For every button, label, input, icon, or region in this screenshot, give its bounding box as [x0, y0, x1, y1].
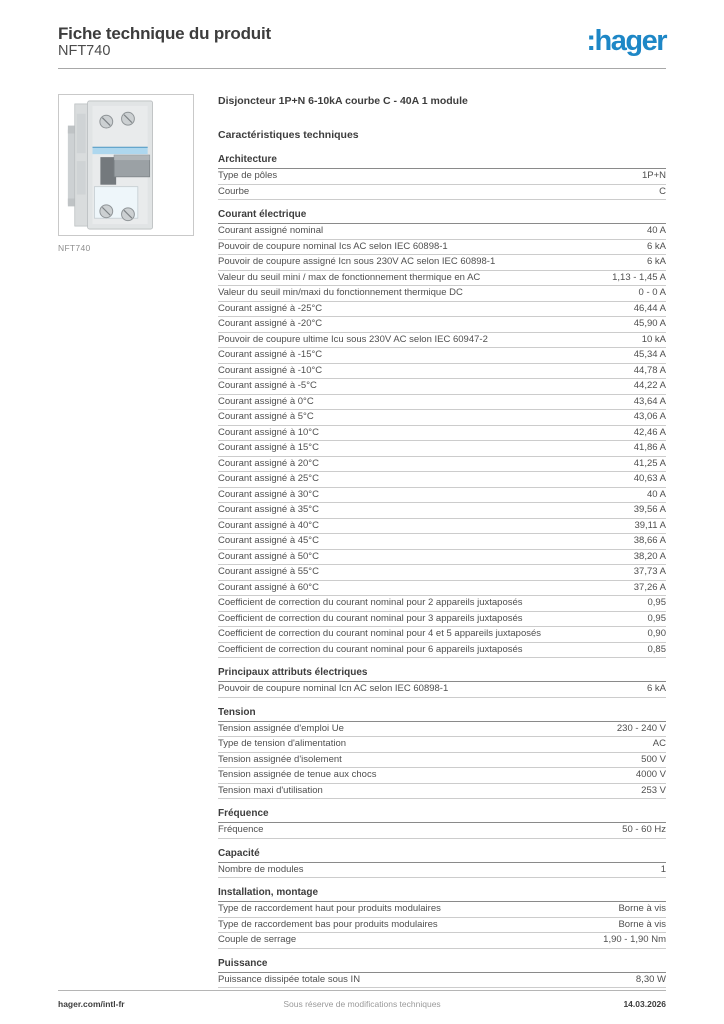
spec-section-title: Puissance: [218, 959, 666, 973]
spec-row: [218, 863, 666, 879]
spec-value: 50 - 60 Hz: [622, 824, 666, 835]
spec-value: 6 kA: [646, 256, 666, 267]
spec-section: [218, 849, 666, 879]
spec-label: Pouvoir de coupure nominal Icn AC selon IEC 60898-1: [218, 683, 449, 694]
spec-row: [218, 457, 666, 473]
header-divider: [58, 68, 666, 69]
spec-value: 40,63 A: [633, 473, 666, 484]
main-content: [58, 94, 666, 988]
spec-value: 37,26 A: [633, 581, 666, 593]
product-image-column: [58, 94, 194, 253]
spec-section-title: Fréquence: [218, 809, 666, 823]
spec-value: 41,25 A: [633, 457, 666, 469]
product-reference: NFT740: [58, 43, 111, 59]
product-image: [58, 94, 194, 236]
spec-value: 253 V: [641, 784, 666, 796]
spec-value: Borne à vis: [618, 918, 666, 930]
footer-disclaimer: Sous réserve de modifications techniques: [283, 999, 441, 1009]
spec-row: [218, 426, 666, 442]
spec-label: Courant assigné à 35°C: [218, 504, 319, 515]
spec-section: [218, 809, 666, 839]
spec-row: [218, 565, 666, 581]
spec-section-title: Installation, montage: [218, 888, 666, 902]
spec-value: 0,85: [647, 643, 666, 655]
spec-row: [218, 379, 666, 395]
spec-label: Courant assigné à 25°C: [218, 473, 319, 484]
spec-section-title: Tension: [218, 708, 666, 722]
spec-value: 38,20 A: [633, 550, 666, 562]
spec-value: 45,90 A: [633, 318, 666, 329]
spec-section: [218, 708, 666, 800]
spec-row: [218, 503, 666, 519]
spec-value: 1,90 - 1,90 Nm: [603, 934, 666, 945]
spec-row: [218, 519, 666, 535]
page-footer: [58, 999, 666, 1009]
spec-label: Coefficient de correction du courant nominal pour 4 et 5 appareils juxtaposés: [218, 628, 542, 639]
spec-row: [218, 302, 666, 318]
spec-sections: [218, 155, 666, 988]
spec-label: Type de tension d'alimentation: [218, 738, 347, 749]
spec-value: 40 A: [646, 488, 666, 500]
spec-label: Valeur du seuil min/maxi du fonctionnement thermique DC: [218, 287, 463, 298]
spec-label: Courant assigné à 55°C: [218, 566, 319, 577]
spec-label: Coefficient de correction du courant nominal pour 6 appareils juxtaposés: [218, 643, 523, 655]
spec-value: 41,86 A: [633, 442, 666, 453]
spec-row: [218, 581, 666, 597]
spec-label: Courant assigné à -20°C: [218, 318, 323, 329]
spec-row: [218, 271, 666, 287]
spec-value: 0,95: [647, 597, 666, 608]
spec-row: [218, 737, 666, 753]
spec-section: [218, 668, 666, 698]
spec-label: Tension assignée d'isolement: [218, 753, 342, 765]
header-title-block: [58, 24, 271, 60]
spec-label: Tension assignée de tenue aux chocs: [218, 769, 377, 780]
spec-row: [218, 224, 666, 240]
spec-label: Courant assigné à 15°C: [218, 442, 319, 453]
page-header: [58, 24, 666, 60]
spec-value: 0,95: [647, 612, 666, 624]
spec-row: [218, 240, 666, 256]
spec-label: Courbe: [218, 185, 250, 197]
spec-row: [218, 534, 666, 550]
spec-row: [218, 488, 666, 504]
spec-value: 40 A: [646, 225, 666, 236]
spec-value: 46,44 A: [633, 302, 666, 314]
spec-value: 0,90: [647, 628, 666, 639]
spec-value: 500 V: [641, 753, 666, 765]
spec-row: [218, 612, 666, 628]
circuit-breaker-illustration: [59, 95, 193, 235]
spec-value: 38,66 A: [633, 535, 666, 546]
spec-value: AC: [652, 738, 666, 749]
spec-section: [218, 888, 666, 949]
spec-label: Fréquence: [218, 824, 264, 835]
spec-label: Courant assigné à 20°C: [218, 457, 319, 469]
spec-row: [218, 627, 666, 643]
spec-row: [218, 410, 666, 426]
spec-value: 37,73 A: [633, 566, 666, 577]
spec-label: Courant assigné à 40°C: [218, 519, 319, 531]
spec-value: 1,13 - 1,45 A: [612, 271, 666, 283]
spec-row: [218, 441, 666, 457]
spec-label: Courant assigné à -5°C: [218, 380, 317, 391]
spec-value: 39,11 A: [634, 519, 666, 531]
spec-label: Nombre de modules: [218, 863, 304, 875]
spec-row: [218, 596, 666, 612]
spec-row: [218, 395, 666, 411]
footer-divider: [58, 990, 666, 991]
spec-value: 4000 V: [635, 769, 666, 780]
spec-label: Courant assigné à 10°C: [218, 426, 319, 438]
spec-row: [218, 169, 666, 185]
footer-website: hager.com/intl-fr: [58, 999, 125, 1009]
spec-section: [218, 959, 666, 989]
hager-logo: :hager: [586, 25, 666, 57]
spec-label: Courant assigné nominal: [218, 225, 324, 236]
spec-value: 44,22 A: [633, 380, 666, 391]
spec-label: Courant assigné à -25°C: [218, 302, 323, 314]
spec-label: Courant assigné à 60°C: [218, 581, 319, 593]
spec-label: Pouvoir de coupure nominal Ics AC selon IEC 60898-1: [218, 240, 448, 252]
document-title: Fiche technique du produit: [58, 24, 271, 43]
spec-label: Puissance dissipée totale sous IN: [218, 973, 361, 985]
spec-row: [218, 784, 666, 800]
specifications-column: [218, 94, 666, 988]
spec-section-title: Principaux attributs électriques: [218, 668, 666, 682]
spec-row: [218, 722, 666, 738]
spec-label: Coefficient de correction du courant nominal pour 2 appareils juxtaposés: [218, 597, 523, 608]
spec-row: [218, 753, 666, 769]
spec-label: Coefficient de correction du courant nominal pour 3 appareils juxtaposés: [218, 612, 523, 624]
spec-value: 230 - 240 V: [616, 722, 666, 734]
spec-label: Pouvoir de coupure ultime Icu sous 230V AC selon IEC 60947-2: [218, 333, 488, 345]
spec-value: 1P+N: [641, 170, 666, 181]
spec-row: [218, 255, 666, 271]
spec-row: [218, 902, 666, 918]
spec-section-title: Architecture: [218, 155, 666, 169]
spec-label: Couple de serrage: [218, 934, 297, 945]
spec-row: [218, 317, 666, 333]
spec-row: [218, 768, 666, 784]
spec-row: [218, 364, 666, 380]
spec-label: Tension assignée d'emploi Ue: [218, 722, 344, 734]
spec-label: Type de raccordement bas pour produits modulaires: [218, 918, 438, 930]
spec-row: [218, 643, 666, 659]
spec-value: 1: [660, 863, 666, 875]
spec-value: C: [659, 185, 666, 197]
spec-label: Pouvoir de coupure assigné Icn sous 230V AC selon IEC 60898-1: [218, 256, 496, 267]
spec-value: 6 kA: [646, 240, 666, 252]
spec-row: [218, 682, 666, 698]
spec-value: 43,06 A: [633, 411, 666, 422]
technical-characteristics-heading: Caractéristiques techniques: [218, 129, 359, 141]
product-title: Disjoncteur 1P+N 6-10kA courbe C - 40A 1 module: [218, 95, 468, 107]
spec-label: Valeur du seuil mini / max de fonctionnement thermique en AC: [218, 271, 481, 283]
spec-value: 0 - 0 A: [638, 287, 666, 298]
spec-value: 45,34 A: [633, 349, 666, 360]
spec-section-title: Capacité: [218, 849, 666, 863]
spec-value: 39,56 A: [633, 504, 666, 515]
spec-section: [218, 155, 666, 200]
spec-value: 8,30 W: [635, 973, 666, 985]
spec-label: Courant assigné à -10°C: [218, 364, 323, 376]
spec-row: [218, 918, 666, 934]
product-image-caption: NFT740: [58, 243, 91, 253]
spec-value: Borne à vis: [618, 903, 666, 914]
spec-value: 44,78 A: [633, 364, 666, 376]
spec-value: 6 kA: [646, 683, 666, 694]
spec-row: [218, 550, 666, 566]
spec-row: [218, 973, 666, 989]
spec-row: [218, 286, 666, 302]
spec-row: [218, 823, 666, 839]
spec-row: [218, 185, 666, 201]
spec-label: Type de raccordement haut pour produits modulaires: [218, 903, 441, 914]
spec-label: Tension maxi d'utilisation: [218, 784, 323, 796]
spec-value: 42,46 A: [633, 426, 666, 438]
spec-value: 43,64 A: [633, 395, 666, 407]
footer-date: 14.03.2026: [623, 999, 666, 1009]
spec-label: Courant assigné à 45°C: [218, 535, 319, 546]
spec-label: Courant assigné à 0°C: [218, 395, 314, 407]
spec-section: [218, 210, 666, 658]
spec-row: [218, 472, 666, 488]
spec-label: Courant assigné à 30°C: [218, 488, 319, 500]
spec-label: Type de pôles: [218, 170, 278, 181]
spec-row: [218, 348, 666, 364]
spec-row: [218, 333, 666, 349]
spec-label: Courant assigné à -15°C: [218, 349, 323, 360]
spec-row: [218, 933, 666, 949]
spec-label: Courant assigné à 5°C: [218, 411, 314, 422]
spec-section-title: Courant électrique: [218, 210, 666, 224]
spec-value: 10 kA: [641, 333, 666, 345]
spec-label: Courant assigné à 50°C: [218, 550, 319, 562]
